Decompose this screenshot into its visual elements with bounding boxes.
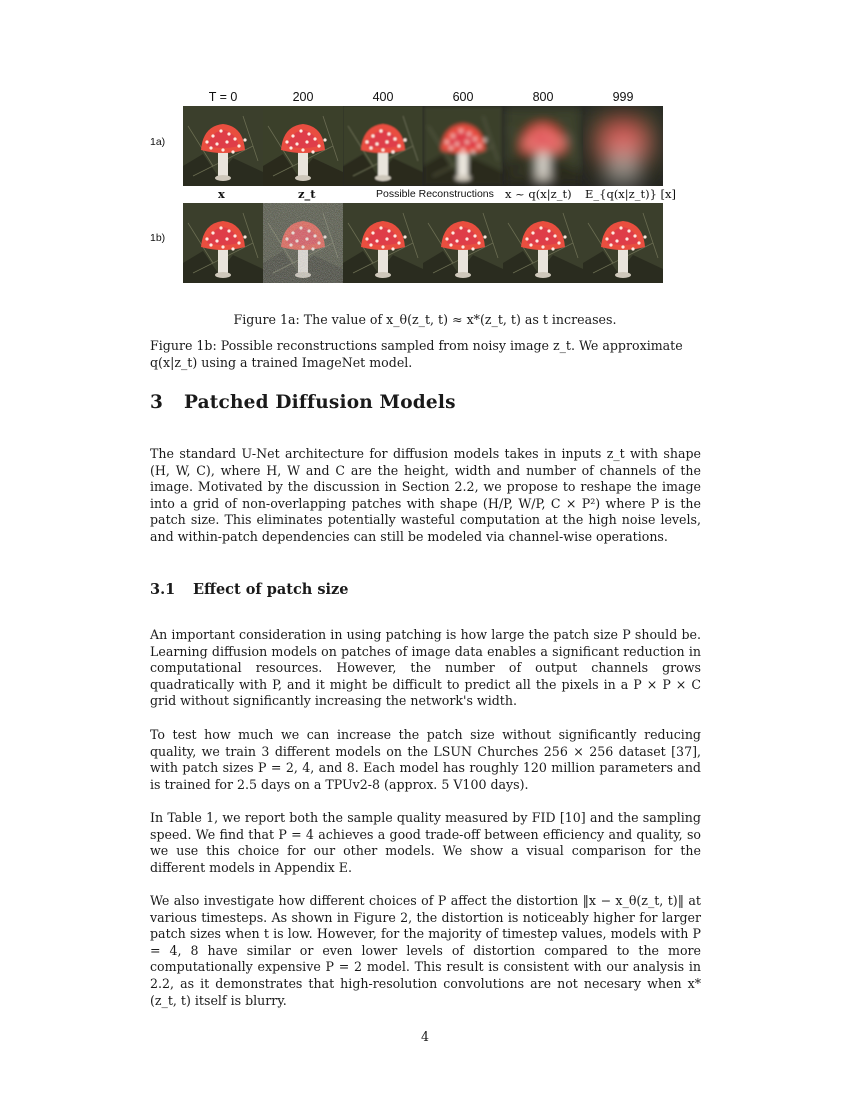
mushroom-image-1a xyxy=(183,106,263,186)
row-label-1a: 1a) xyxy=(150,136,166,148)
subsection-heading xyxy=(150,581,349,598)
caption-fig1b: Figure 1b: Possible reconstructions sampled from noisy image z_t. We approximate q(x|z_t) using a trained ImageNet model. xyxy=(150,338,683,370)
paragraph: The standard U-Net architecture for diffusion models takes in inputs z_t with shape (H, W, C), where H, W and C are the height, width and number of channels of the image. Motivated by the discussion in Section 2.2, we propose to reshape the image into a grid of non-overlapping patches with shape (H/P, W/P, C × P²) where P is the patch size. This eliminates potentially wasteful computation at the high noise levels, and within-patch dependencies can still be modeled via channel-wise operations. xyxy=(150,446,701,544)
timestep-label: 800 xyxy=(532,90,554,104)
label-expectation: E_{q(x|z_t)} [x] xyxy=(585,187,677,201)
section-number: 3 xyxy=(150,392,164,413)
timestep-label: 400 xyxy=(372,90,394,104)
label-possible: Possible Reconstructions xyxy=(376,188,494,200)
mushroom-image-1a xyxy=(263,106,343,186)
label-zt xyxy=(298,187,316,201)
label-zt-text: z_t xyxy=(298,187,316,201)
reconstruction-labels xyxy=(183,187,677,203)
subsection-title: Effect of patch size xyxy=(193,581,349,598)
section-heading xyxy=(150,392,456,413)
mushroom-image-1b xyxy=(583,203,663,283)
mushroom-image-1b xyxy=(503,203,583,283)
row-label-1b: 1b) xyxy=(150,232,166,244)
mushroom-image-1a xyxy=(583,106,663,186)
paragraph: We also investigate how different choices of P affect the distortion ‖x − x_θ(z_t, t)‖ at various timesteps. As shown in Figure 2, the distortion is noticeably higher for larger patch sizes when t is low. However, for the majority of timestep values, models with P = 4, 8 have similar or even lower levels of distortion compared to the more computationally expensive P = 2 model. This result is consistent with our analysis in 2.2, as it demonstrates that high-resolution convolutions are not necesary when x*(z_t, t) itself is blurry. xyxy=(150,893,701,1008)
label-x xyxy=(218,187,225,201)
mushroom-image-1b xyxy=(343,203,423,283)
section-title: Patched Diffusion Models xyxy=(184,392,456,413)
timestep-label: 600 xyxy=(452,90,474,104)
page-number: 4 xyxy=(420,1029,429,1044)
label-sample: x ~ q(x|z_t) xyxy=(505,187,572,201)
caption-fig1a: Figure 1a: The value of x_θ(z_t, t) ≈ x*(z_t, t) as t increases. xyxy=(233,312,617,327)
mushroom-image-1a xyxy=(343,106,423,186)
mushroom-image-1b xyxy=(183,203,263,283)
mushroom-image-1a xyxy=(503,106,583,186)
paragraph: To test how much we can increase the patch size without significantly reducing quality, we train 3 different models on the LSUN Churches 256 × 256 dataset [37], with patch sizes P = 2, 4, and 8. Each model has roughly 120 million parameters and is trained for 2.5 days on a TPUv2-8 (approx. 5 V100 days). xyxy=(150,727,701,792)
timestep-label: T = 0 xyxy=(208,90,238,104)
timestep-label: 200 xyxy=(292,90,314,104)
mushroom-image-1a xyxy=(423,106,503,186)
subsection-number: 3.1 xyxy=(150,581,176,598)
timestep-label: 999 xyxy=(612,90,634,104)
paragraph: In Table 1, we report both the sample quality measured by FID [10] and the sampling speed. We find that P = 4 achieves a good trade-off between efficiency and quality, so we use this choice for our other models. We show a visual comparison for the different models in Appendix E. xyxy=(150,810,701,875)
label-x-text: x xyxy=(218,187,225,201)
image-strip-1a xyxy=(183,106,663,186)
paragraph: An important consideration in using patching is how large the patch size P should be. Learning diffusion models on patches of image data enables a significant reduction in computational resources. However, the number of output channels grows quadratically with P, and it might be difficult to predict all the pixels in a P × P × C grid without significantly increasing the network's width. xyxy=(150,627,701,709)
timestep-labels xyxy=(183,90,663,106)
mushroom-image-1b xyxy=(423,203,503,283)
image-strip-1b xyxy=(183,203,663,283)
mushroom-image-1b xyxy=(263,203,343,283)
